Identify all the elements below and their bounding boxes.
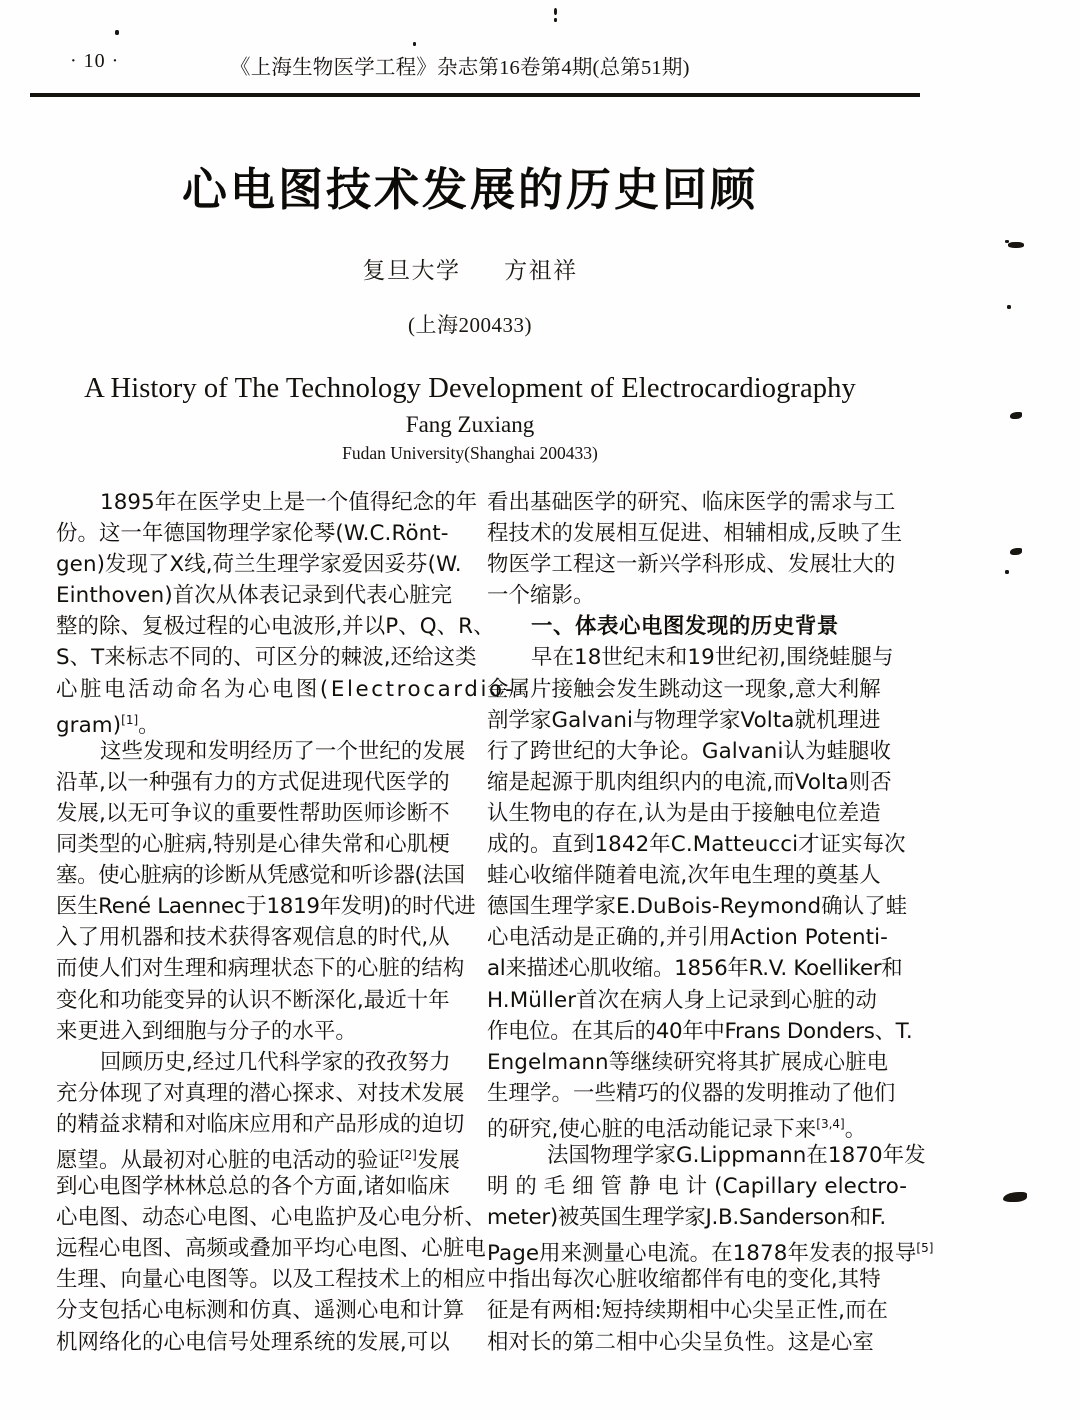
text-line: 认生物电的存在,认为是由于接触电位差造 [487, 800, 881, 826]
text-line: 而使人们对生理和病理状态下的心脏的结构 [56, 956, 465, 982]
text-line: 入了用机器和技术获得客观信息的时代,从 [56, 925, 450, 951]
text-line: 早在18世纪末和19世纪初,围绕蛙腿与 [531, 645, 894, 671]
text-line: 医生René Laennec于1819年发明)的时代进 [56, 894, 476, 920]
citation-marker-3: [3,4] [816, 1116, 845, 1131]
text-line: H.Müller首次在病人身上记录到心脏的动 [487, 987, 878, 1013]
scan-speckle [1005, 240, 1009, 243]
scan-speckle [1008, 242, 1024, 248]
line-text: 愿望。从最初对心脏的电活动的验证 [56, 1148, 400, 1174]
body-column-left [56, 487, 516, 1358]
scan-speckle [1010, 412, 1022, 419]
citation-marker-1: [1] [121, 712, 139, 727]
text-line: 回顾历史,经过几代科学家的孜孜努力 [100, 1049, 451, 1075]
text-line: 金属片接触会发生跳动这一现象,意大利解 [487, 676, 881, 702]
text-line: 剖学家Galvani与物理学家Volta就机理进 [487, 707, 881, 733]
text-line: 明 的 毛 细 管 静 电 计 (Capillary electro- [487, 1174, 908, 1200]
text-line: 变化和功能变异的认识不断深化,最近十年 [56, 987, 450, 1013]
text-line: 沿革,以一种强有力的方式促进现代医学的 [56, 769, 450, 795]
text-line: gen)发现了X线,荷兰生理学家爱因妥芬(W. [56, 552, 462, 578]
text-line: 份。这一年德国物理学家伦琴(W.C.Rönt- [56, 521, 449, 547]
line-text: 的研究,使心脏的电活动能记录下来 [487, 1117, 817, 1142]
line-text: gram) [56, 712, 122, 738]
text-line-citation [56, 705, 488, 736]
scan-speckle [554, 8, 557, 15]
text-line-citation [56, 1140, 488, 1174]
text-line: 心电图、动态心电图、心电监护及心电分析、 [56, 1205, 486, 1231]
text-line: al来描述心肌收缩。1856年R.V. Koelliker和 [487, 956, 903, 982]
address-cn: (上海200433) [408, 312, 532, 337]
text-line: 中指出每次心脏收缩都伴有电的变化,其特 [487, 1267, 881, 1293]
text-line: 的精益求精和对临床应用和产品形成的迫切 [56, 1111, 465, 1137]
text-line: 征是有两相:短持续期相中心尖呈正性,而在 [487, 1298, 889, 1324]
header-rule [30, 93, 920, 97]
author-en: Fang Zuxiang [405, 411, 535, 437]
text-line: 机网络化的心电信号处理系统的发展,可以 [56, 1329, 450, 1355]
text-line: 整的除、复极过程的心电波形,并以P、Q、R、 [56, 614, 495, 640]
text-line: Einthoven)首次从体表记录到代表心脏完 [56, 583, 453, 609]
text-line: 充分体现了对真理的潜心探求、对技术发展 [56, 1080, 465, 1106]
text-line-citation [487, 1109, 919, 1140]
author-cn: 方祖祥 [504, 257, 578, 284]
address-en: Fudan University(Shanghai 200433) [342, 442, 598, 463]
text-line: 生理学。一些精巧的仪器的发明推动了他们 [487, 1080, 896, 1106]
text-line: 缩是起源于肌肉组织内的电流,而Volta则否 [487, 769, 892, 795]
line-punct: 。 [844, 1117, 867, 1142]
scan-speckle [1005, 570, 1009, 574]
text-line: 心电活动是正确的,并引用Action Potenti- [487, 925, 888, 951]
scan-speckle [554, 18, 557, 22]
body-column-right [487, 487, 934, 1358]
text-line: 一个缩影。 [487, 583, 595, 609]
title-block [0, 112, 940, 464]
text-line: 相对长的第二相中心尖呈负性。这是心室 [487, 1329, 874, 1355]
affiliation-cn: 复旦大学 [362, 257, 461, 284]
scan-speckle [1010, 548, 1022, 555]
line-text-tail: 发展 [416, 1148, 460, 1174]
text-line: 远程心电图、高频或叠加平均心电图、心脏电 [56, 1236, 486, 1262]
page-title: 心电图技术发展的历史回顾 [181, 163, 758, 216]
text-line: 1895年在医学史上是一个值得纪念的年 [100, 490, 478, 515]
text-line: meter)被英国生理学家J.B.Sanderson和F. [487, 1205, 886, 1231]
text-line: 分支包括心电标测和仿真、遥测心电和计算 [56, 1298, 465, 1324]
text-line: 这些发现和发明经历了一个世纪的发展 [100, 738, 466, 764]
text-line: 德国生理学家E.DuBois-Reymond确认了蛙 [487, 894, 908, 920]
line-text: Page用来测量心电流。在1878年发表的报导 [487, 1241, 917, 1267]
text-line: 塞。使心脏病的诊断从凭感觉和听诊器(法国 [56, 863, 465, 889]
text-line: 发展,以无可争议的重要性帮助医师诊断不 [56, 800, 450, 826]
text-line-citation [487, 1233, 934, 1267]
english-title: A History of The Technology Development of Electrocardiography [84, 372, 856, 404]
text-line: 成的。直到1842年C.Matteucci才证实每次 [487, 832, 906, 858]
scan-speckle [1003, 1192, 1027, 1202]
page-folio: · 10 · [70, 50, 120, 72]
text-line: 看出基础医学的研究、临床医学的需求与工 [487, 490, 896, 515]
scan-speckle [1007, 305, 1011, 309]
citation-marker-5: [5] [916, 1241, 934, 1256]
text-line: 心脏电活动命名为心电图(Electrocardio- [56, 676, 516, 702]
text-line: 物医学工程这一新兴学科形成、发展壮大的 [487, 552, 896, 578]
text-line: 法国物理学家G.Lippmann在1870年发 [547, 1142, 926, 1168]
section-heading-1: 一、体表心电图发现的历史背景 [531, 614, 839, 640]
text-line: Engelmann等继续研究将其扩展成心脏电 [487, 1049, 889, 1075]
text-line: 程技术的发展相互促进、相辅相成,反映了生 [487, 521, 903, 547]
citation-marker-2: [2] [399, 1147, 417, 1162]
scan-speckle [115, 30, 119, 35]
author-line [0, 252, 940, 285]
text-line: 同类型的心脏病,特别是心律失常和心肌梗 [56, 832, 450, 858]
text-line: S、T来标志不同的、可区分的棘波,还给这类 [56, 645, 477, 671]
text-line: 行了跨世纪的大争论。Galvani认为蛙腿收 [487, 738, 891, 764]
text-line: 蛙心收缩伴随着电流,次年电生理的奠基人 [487, 863, 881, 889]
running-head [0, 50, 940, 84]
scan-speckle [413, 42, 416, 46]
text-line: 作电位。在其后的40年中Frans Donders、T. [487, 1018, 913, 1044]
line-punct: 。 [138, 712, 160, 738]
text-line: 到心电图学林林总总的各个方面,诸如临床 [56, 1174, 450, 1200]
text-line: 生理、向量心电图等。以及工程技术上的相应 [56, 1267, 486, 1293]
text-line: 来更进入到细胞与分子的水平。 [56, 1018, 357, 1044]
journal-citation: 《上海生物医学工程》杂志第16卷第4期(总第51期) [230, 57, 690, 79]
